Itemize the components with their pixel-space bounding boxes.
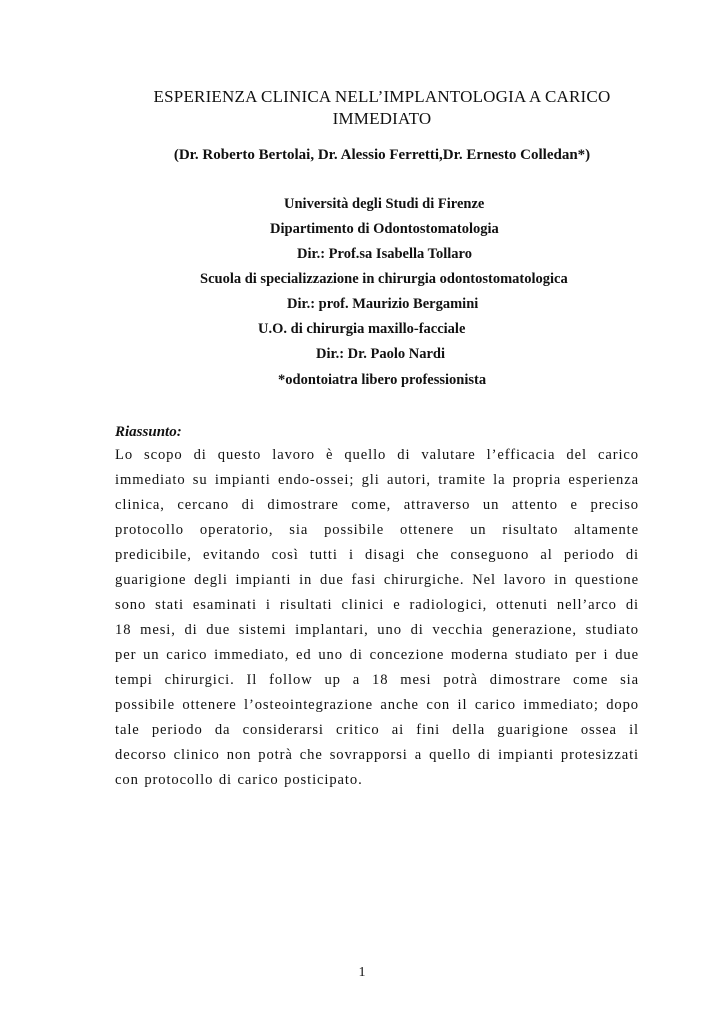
- abstract-line: possibile ottenere l’osteointegrazione anche con il carico immediato; dopo: [115, 697, 639, 713]
- abstract-line: guarigione degli impianti in due fasi chirurgiche. Nel lavoro in questione: [115, 572, 639, 588]
- abstract-line: tale periodo da considerarsi critico ai fini della guarigione ossea il: [115, 722, 639, 738]
- affiliation-school: Scuola di specializzazione in chirurgia odontostomatologica: [200, 271, 568, 287]
- abstract-line: protocollo operatorio, sia possibile ottenere un risultato altamente: [115, 522, 639, 538]
- page-number: 1: [358, 965, 366, 980]
- affiliation-department: Dipartimento di Odontostomatologia: [270, 221, 499, 237]
- abstract-line: sono stati esaminati i risultati clinici e radiologici, ottenuti nell’arco di: [115, 597, 639, 613]
- abstract-line: con protocollo di carico posticipato.: [115, 772, 363, 788]
- title-line-2: IMMEDIATO: [332, 109, 432, 128]
- authors-line: (Dr. Roberto Bertolai, Dr. Alessio Ferretti,Dr. Ernesto Colledan*): [173, 147, 591, 163]
- abstract-line: Lo scopo di questo lavoro è quello di valutare l’efficacia del carico: [115, 447, 639, 463]
- affiliation-note: *odontoiatra libero professionista: [278, 372, 487, 388]
- affiliation-unit: U.O. di chirurgia maxillo-facciale: [258, 321, 466, 337]
- title-line-1: ESPERIENZA CLINICA NELL’IMPLANTOLOGIA A CARICO: [153, 87, 611, 106]
- abstract-line: tempi chirurgici. Il follow up a 18 mesi potrà dimostrare come sia: [115, 672, 639, 688]
- paper-title: [100, 86, 664, 130]
- abstract-heading: Riassunto:: [115, 424, 182, 440]
- affiliation-school-director: Dir.: prof. Maurizio Bergamini: [287, 296, 479, 312]
- abstract-line: clinica, cercano di dimostrare come, attraverso un attento e preciso: [115, 497, 639, 513]
- abstract-line: 18 mesi, di due sistemi implantari, uno di vecchia generazione, studiato: [115, 622, 639, 638]
- abstract-line: immediato su impianti endo-ossei; gli autori, tramite la propria esperienza: [115, 472, 639, 488]
- affiliation-university: Università degli Studi di Firenze: [284, 196, 485, 212]
- abstract-body: [115, 443, 639, 793]
- abstract-line: predicibile, evitando così tutti i disagi che conseguono al periodo di: [115, 547, 639, 563]
- abstract-line: decorso clinico non potrà che sovrapporsi a quello di impianti protesizzati: [115, 747, 639, 763]
- affiliation-department-director: Dir.: Prof.sa Isabella Tollaro: [297, 246, 472, 262]
- affiliation-unit-director: Dir.: Dr. Paolo Nardi: [316, 346, 446, 362]
- abstract-line: per un carico immediato, ed uno di concezione moderna studiato per i due: [115, 647, 639, 663]
